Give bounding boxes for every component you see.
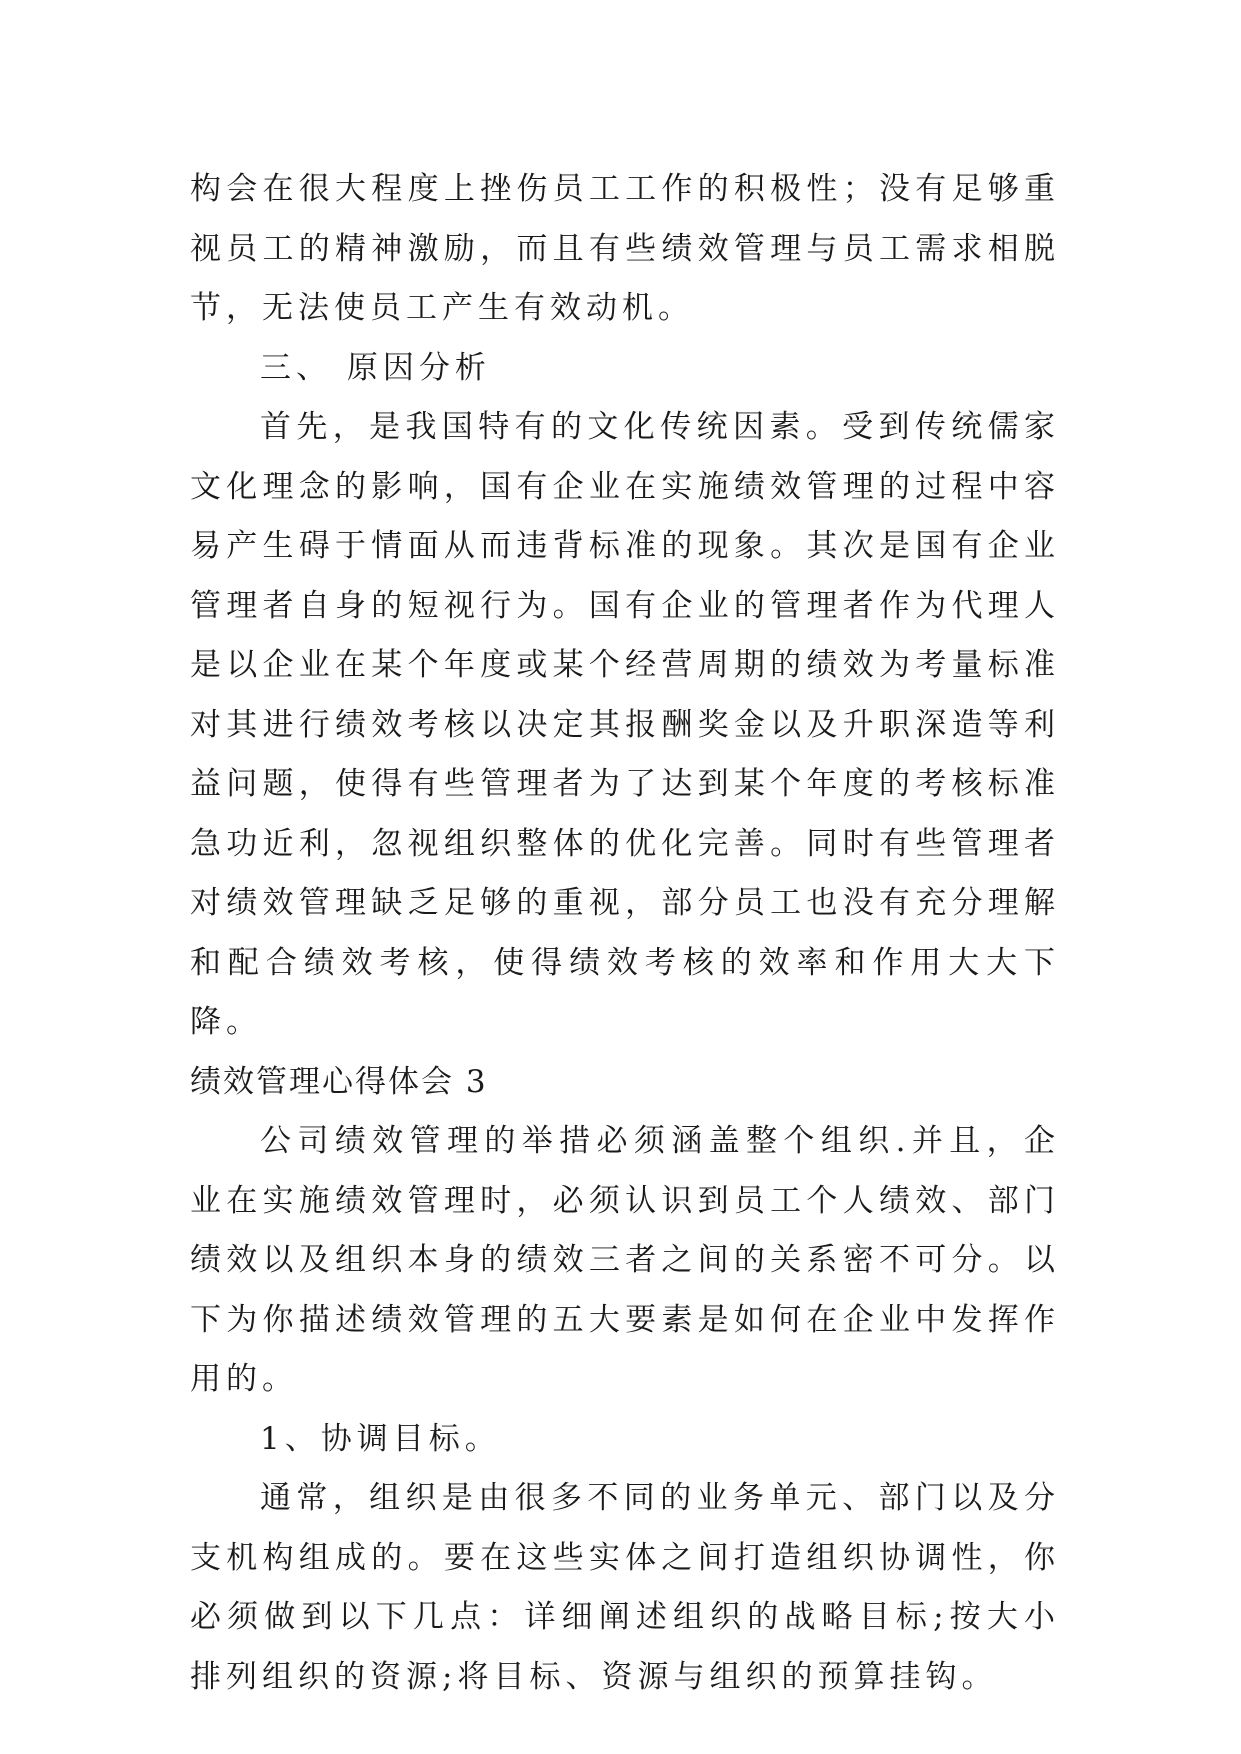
document-body — [190, 160, 1060, 1707]
paragraph-cause-analysis: 首先，是我国特有的文化传统因素。受到传统儒家文化理念的影响，国有企业在实施绩效管理的过程中容易产生碍于情面从而违背标准的现象。其次是国有企业管理者自身的短视行为。国有企业的管理者作为代理人是以企业在某个年度或某个经营周期的绩效为考量标准对其进行绩效考核以决定其报酬奖金以及升职深造等利益问题，使得有些管理者为了达到某个年度的考核标准急功近利，忽视组织整体的优化完善。同时有些管理者对绩效管理缺乏足够的重视，部分员工也没有充分理解和配合绩效考核，使得绩效考核的效率和作用大大下降。 — [190, 409, 1060, 1040]
paragraph-continued: 构会在很大程度上挫伤员工工作的积极性；没有足够重视员工的精神激励，而且有些绩效管理与员工需求相脱节，无法使员工产生有效动机。 — [190, 171, 1060, 326]
heading-cause-analysis: 三、 原因分析 — [260, 349, 491, 386]
heading-coordinate-goals: 1、协调目标。 — [260, 1420, 501, 1457]
paragraph-intro: 公司绩效管理的举措必须涵盖整个组织.并且，企业在实施绩效管理时，必须认识到员工个人绩效、部门绩效以及组织本身的绩效三者之间的关系密不可分。以下为你描述绩效管理的五大要素是如何在企业中发挥作用的。 — [190, 1123, 1060, 1397]
paragraph-coordinate-goals: 通常，组织是由很多不同的业务单元、部门以及分支机构组成的。要在这些实体之间打造组织协调性，你必须做到以下几点：详细阐述组织的战略目标;按大小排列组织的资源;将目标、资源与组织的预算挂钩。 — [190, 1480, 1060, 1695]
section-title: 绩效管理心得体会 3 — [190, 1063, 488, 1100]
